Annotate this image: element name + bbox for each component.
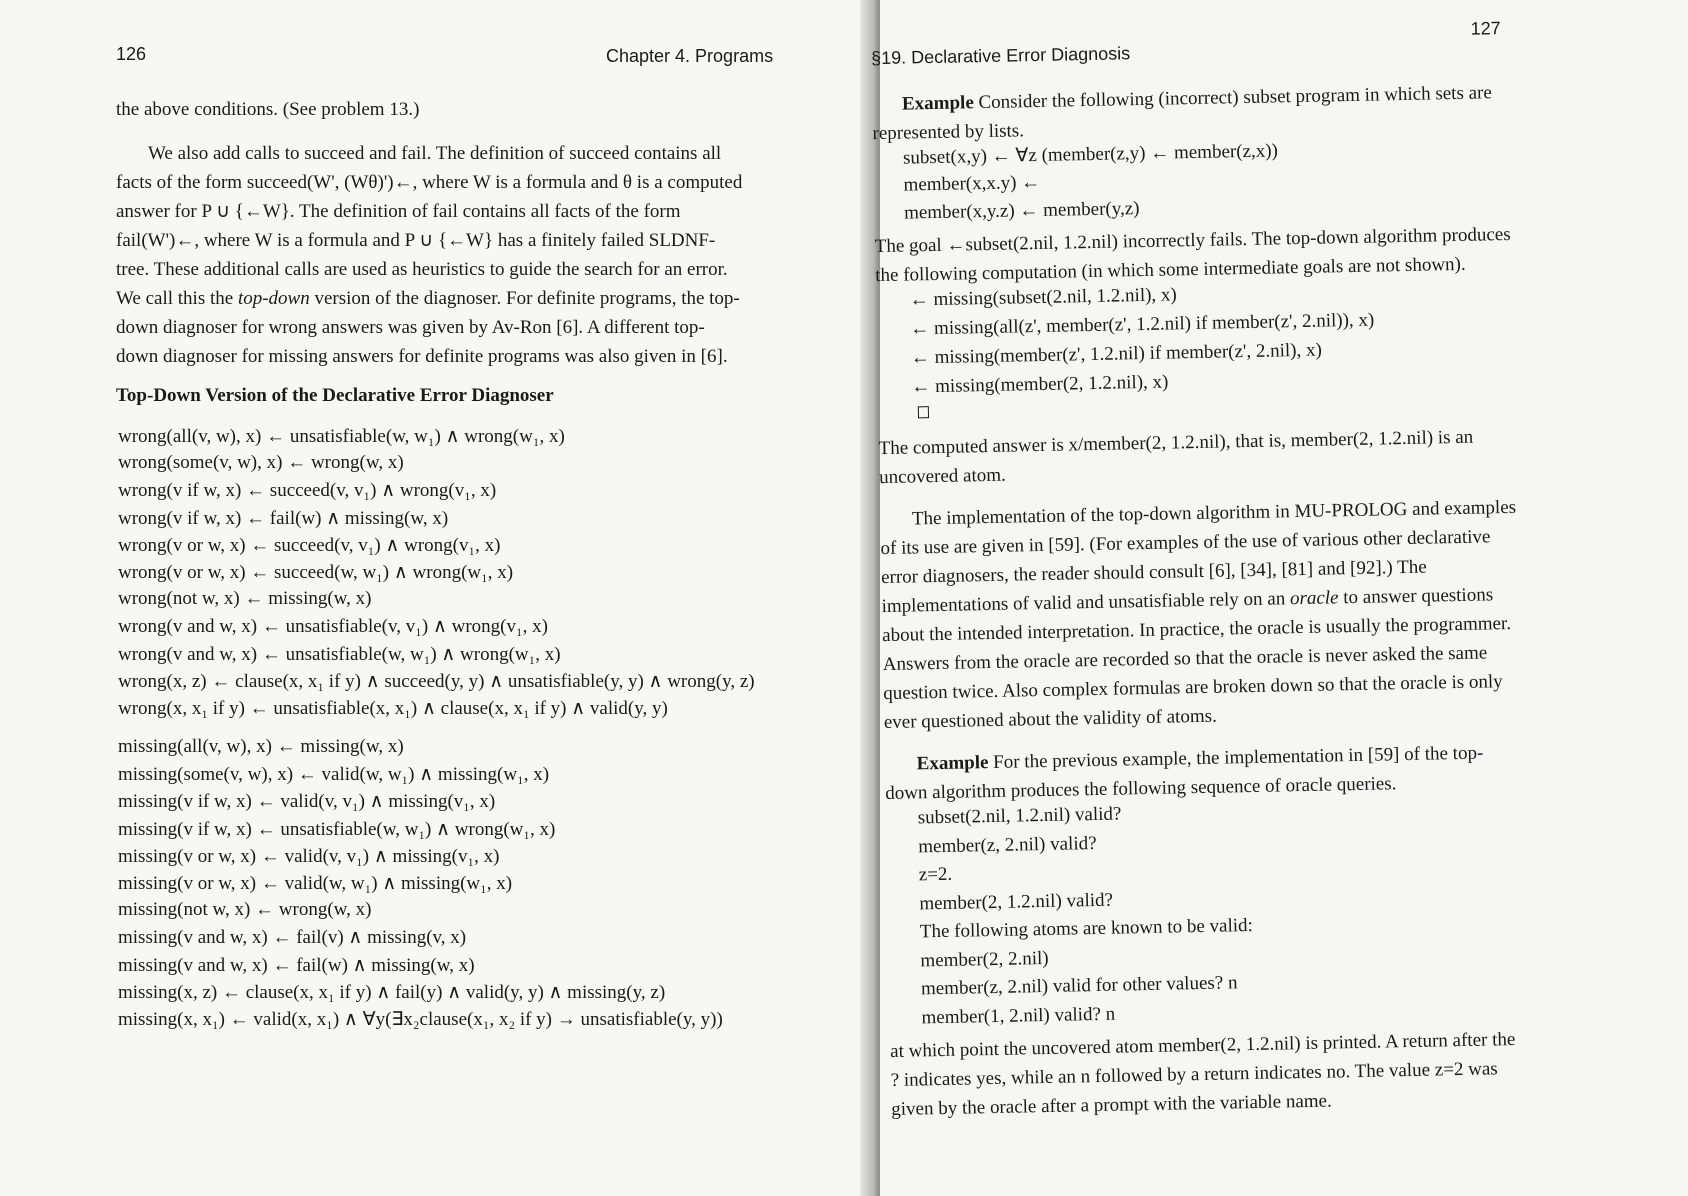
example2-line3: at which point the uncovered atom member(2, 1.2.nil) is printed. A return after the: [889, 1028, 1516, 1062]
example-label: Example: [916, 752, 989, 775]
right-page-content: [870, 0, 1688, 1196]
running-head-right: §19. Declarative Error Diagnosis: [870, 43, 1131, 69]
para-line: ever questioned about the validity of atoms.: [883, 705, 1217, 734]
missing-rule-line: missing(v or w, x) ← valid(w, w₁) ∧ missing(w₁, x): [118, 873, 513, 894]
example1-line2: represented by lists.: [872, 120, 1025, 145]
missing-rule-line: missing(v if w, x) ← valid(v, v₁) ∧ missing(v₁, x): [118, 791, 496, 813]
para-line: about the intended interpretation. In practice, the oracle is usually the programmer.: [882, 613, 1512, 647]
para-line: question twice. Also complex formulas are broken down so that the oracle is only: [883, 671, 1503, 705]
wrong-rule-line: wrong(x, z) ← clause(x, x₁ if y) ∧ succeed(y, y) ∧ unsatisfiable(y, y) ∧ wrong(y, z): [118, 670, 755, 692]
page-number-left: 126: [116, 44, 147, 64]
example1-line5: The computed answer is x/member(2, 1.2.nil), that is, member(2, 1.2.nil) is an: [878, 426, 1474, 460]
example1-line3: The goal ←subset(2.nil, 1.2.nil) incorrectly fails. The top-down algorithm produces: [874, 223, 1511, 258]
goal-line: ← missing(all(z', member(z', 1.2.nil) if member(z', 2.nil)), x): [910, 309, 1375, 340]
para-line: We also add calls to succeed and fail. The definition of succeed contains all: [148, 143, 722, 164]
wrong-rule-line: wrong(v if w, x) ← fail(w) ∧ missing(w, x): [118, 507, 449, 529]
para-line: down diagnoser for missing answers for definite programs was also given in [6].: [116, 346, 728, 367]
qed-box-icon: [918, 405, 929, 423]
text-span: to answer questions: [1338, 584, 1494, 609]
oracle-query-line: The following atoms are known to be valid:: [919, 915, 1254, 943]
text-span: We call this the: [116, 288, 238, 309]
para-line: tree. These additional calls are used as heuristics to guide the search for an error.: [116, 259, 728, 280]
running-head-left: Chapter 4. Programs: [606, 46, 774, 66]
emphasis-top-down: top-down: [237, 288, 310, 309]
text-span: implementations of valid and unsatisfiable rely on an: [881, 588, 1291, 618]
missing-rule-line: missing(some(v, w), x) ← valid(w, w₁) ∧ missing(w₁, x): [118, 764, 550, 786]
missing-rule-line: missing(x, x₁) ← valid(x, x₁) ∧ ∀y(∃x₂clause(x₁, x₂ if y) → unsatisfiable(y, y)): [118, 1009, 723, 1030]
right-page: [870, 0, 1688, 1196]
goal-line: ← missing(member(z', 1.2.nil) if member(z', 2.nil), x): [910, 339, 1323, 369]
example2-line5: given by the oracle after a prompt with the variable name.: [891, 1090, 1332, 1120]
wrong-rule-line: wrong(v or w, x) ← succeed(w, w₁) ∧ wrong(w₁, x): [118, 562, 514, 583]
para-line: answer for P ∪ {←W}. The definition of fail contains all facts of the form: [116, 201, 681, 222]
wrong-rule-line: wrong(some(v, w), x) ← wrong(w, x): [118, 452, 404, 474]
example1-line1: [902, 78, 1492, 118]
example2-line4: ? indicates yes, while an n followed by a return indicates no. The value z=2 was: [890, 1058, 1498, 1091]
wrong-rule-line: wrong(x, x₁ if y) ← unsatisfiable(x, x₁) ∧ clause(x, x₁ if y) ∧ valid(y, y): [118, 698, 668, 719]
oracle-query-line: member(1, 2.nil) valid? n: [921, 1003, 1116, 1028]
paragraph-implementation: [880, 493, 1529, 737]
emphasis-oracle: oracle: [1289, 587, 1339, 610]
para-line: down diagnoser for wrong answers was given by Av-Ron [6]. A different top-: [116, 317, 705, 338]
program-clause-line: member(x,y.z) ← member(y,z): [903, 198, 1140, 224]
page-number-right: 127: [1470, 18, 1501, 39]
missing-rule-line: missing(v and w, x) ← fail(w) ∧ missing(w, x): [118, 954, 475, 976]
wrong-rule-line: wrong(v and w, x) ← unsatisfiable(w, w₁) ∧ wrong(w₁, x): [118, 643, 561, 665]
text-span: For the previous example, the implementation in [59] of the top-: [988, 742, 1484, 774]
section-heading: Top-Down Version of the Declarative Error Diagnoser: [116, 385, 554, 406]
missing-rule-line: missing(not w, x) ← wrong(w, x): [118, 899, 372, 921]
para-line: [116, 284, 752, 313]
para-line: facts of the form succeed(W', (Wθ)')←, where W is a formula and θ is a computed: [116, 172, 743, 193]
wrong-rule-line: wrong(v and w, x) ← unsatisfiable(v, v₁) ∧ wrong(v₁, x): [118, 616, 548, 638]
missing-rule-line: missing(x, z) ← clause(x, x₁ if y) ∧ fail(y) ∧ valid(y, y) ∧ missing(y, z): [118, 981, 666, 1003]
intro-line: the above conditions. (See problem 13.): [116, 99, 420, 120]
goal-line: ← missing(subset(2.nil, 1.2.nil), x): [909, 284, 1177, 311]
missing-rule-line: missing(v or w, x) ← valid(v, v₁) ∧ missing(v₁, x): [118, 845, 500, 867]
oracle-query-line: subset(2.nil, 1.2.nil) valid?: [917, 803, 1122, 829]
example2-line2: down algorithm produces the following sequence of oracle queries.: [885, 773, 1397, 805]
oracle-query-line: member(2, 2.nil): [920, 947, 1049, 971]
goal-line: ← missing(member(2, 1.2.nil), x): [911, 371, 1169, 398]
wrong-rule-line: wrong(v if w, x) ← succeed(v, v₁) ∧ wrong(v₁, x): [118, 480, 497, 502]
text-span: Consider the following (incorrect) subset program in which sets are: [973, 82, 1493, 114]
text-span: version of the diagnoser. For definite programs, the top-: [309, 288, 740, 309]
para-line: The implementation of the top-down algorithm in MU-PROLOG and examples: [911, 496, 1517, 530]
program-clause-line: subset(x,y) ← ∀z (member(z,y) ← member(z,x)): [902, 140, 1279, 169]
wrong-rule-line: wrong(v or w, x) ← succeed(v, v₁) ∧ wrong(v₁, x): [118, 534, 501, 556]
para-line: of its use are given in [59]. (For examples of the use of various other declarative: [880, 526, 1491, 560]
paragraph-top-down: [116, 139, 752, 371]
program-clause-line: member(x,x.y) ←: [903, 171, 1041, 196]
wrong-rule-line: wrong(not w, x) ← missing(w, x): [118, 588, 372, 610]
missing-rule-line: missing(v if w, x) ← unsatisfiable(w, w₁) ∧ wrong(w₁, x): [118, 818, 556, 840]
oracle-query-line: member(2, 1.2.nil) valid?: [919, 889, 1114, 914]
wrong-rule-line: wrong(all(v, w), x) ← unsatisfiable(w, w₁) ∧ wrong(w₁, x): [118, 426, 565, 447]
para-line: Answers from the oracle are recorded so that the oracle is never asked the same: [882, 642, 1488, 676]
example1-line6: uncovered atom.: [878, 464, 1006, 489]
missing-rule-line: missing(all(v, w), x) ← missing(w, x): [118, 736, 404, 757]
example1-line4: the following computation (in which some intermediate goals are not shown).: [875, 253, 1466, 287]
missing-rule-line: missing(v and w, x) ← fail(v) ∧ missing(v, x): [118, 927, 467, 949]
para-line: error diagnosers, the reader should consult [6], [34], [81] and [92].) The: [880, 556, 1427, 589]
oracle-query-line: member(z, 2.nil) valid?: [918, 832, 1097, 857]
oracle-query-line: z=2.: [918, 863, 953, 886]
oracle-query-line: member(z, 2.nil) valid for other values? n: [920, 972, 1238, 1000]
example-label: Example: [901, 92, 974, 115]
para-line: fail(W')←, where W is a formula and P ∪ {←W} has a finitely failed SLDNF-: [116, 230, 716, 251]
